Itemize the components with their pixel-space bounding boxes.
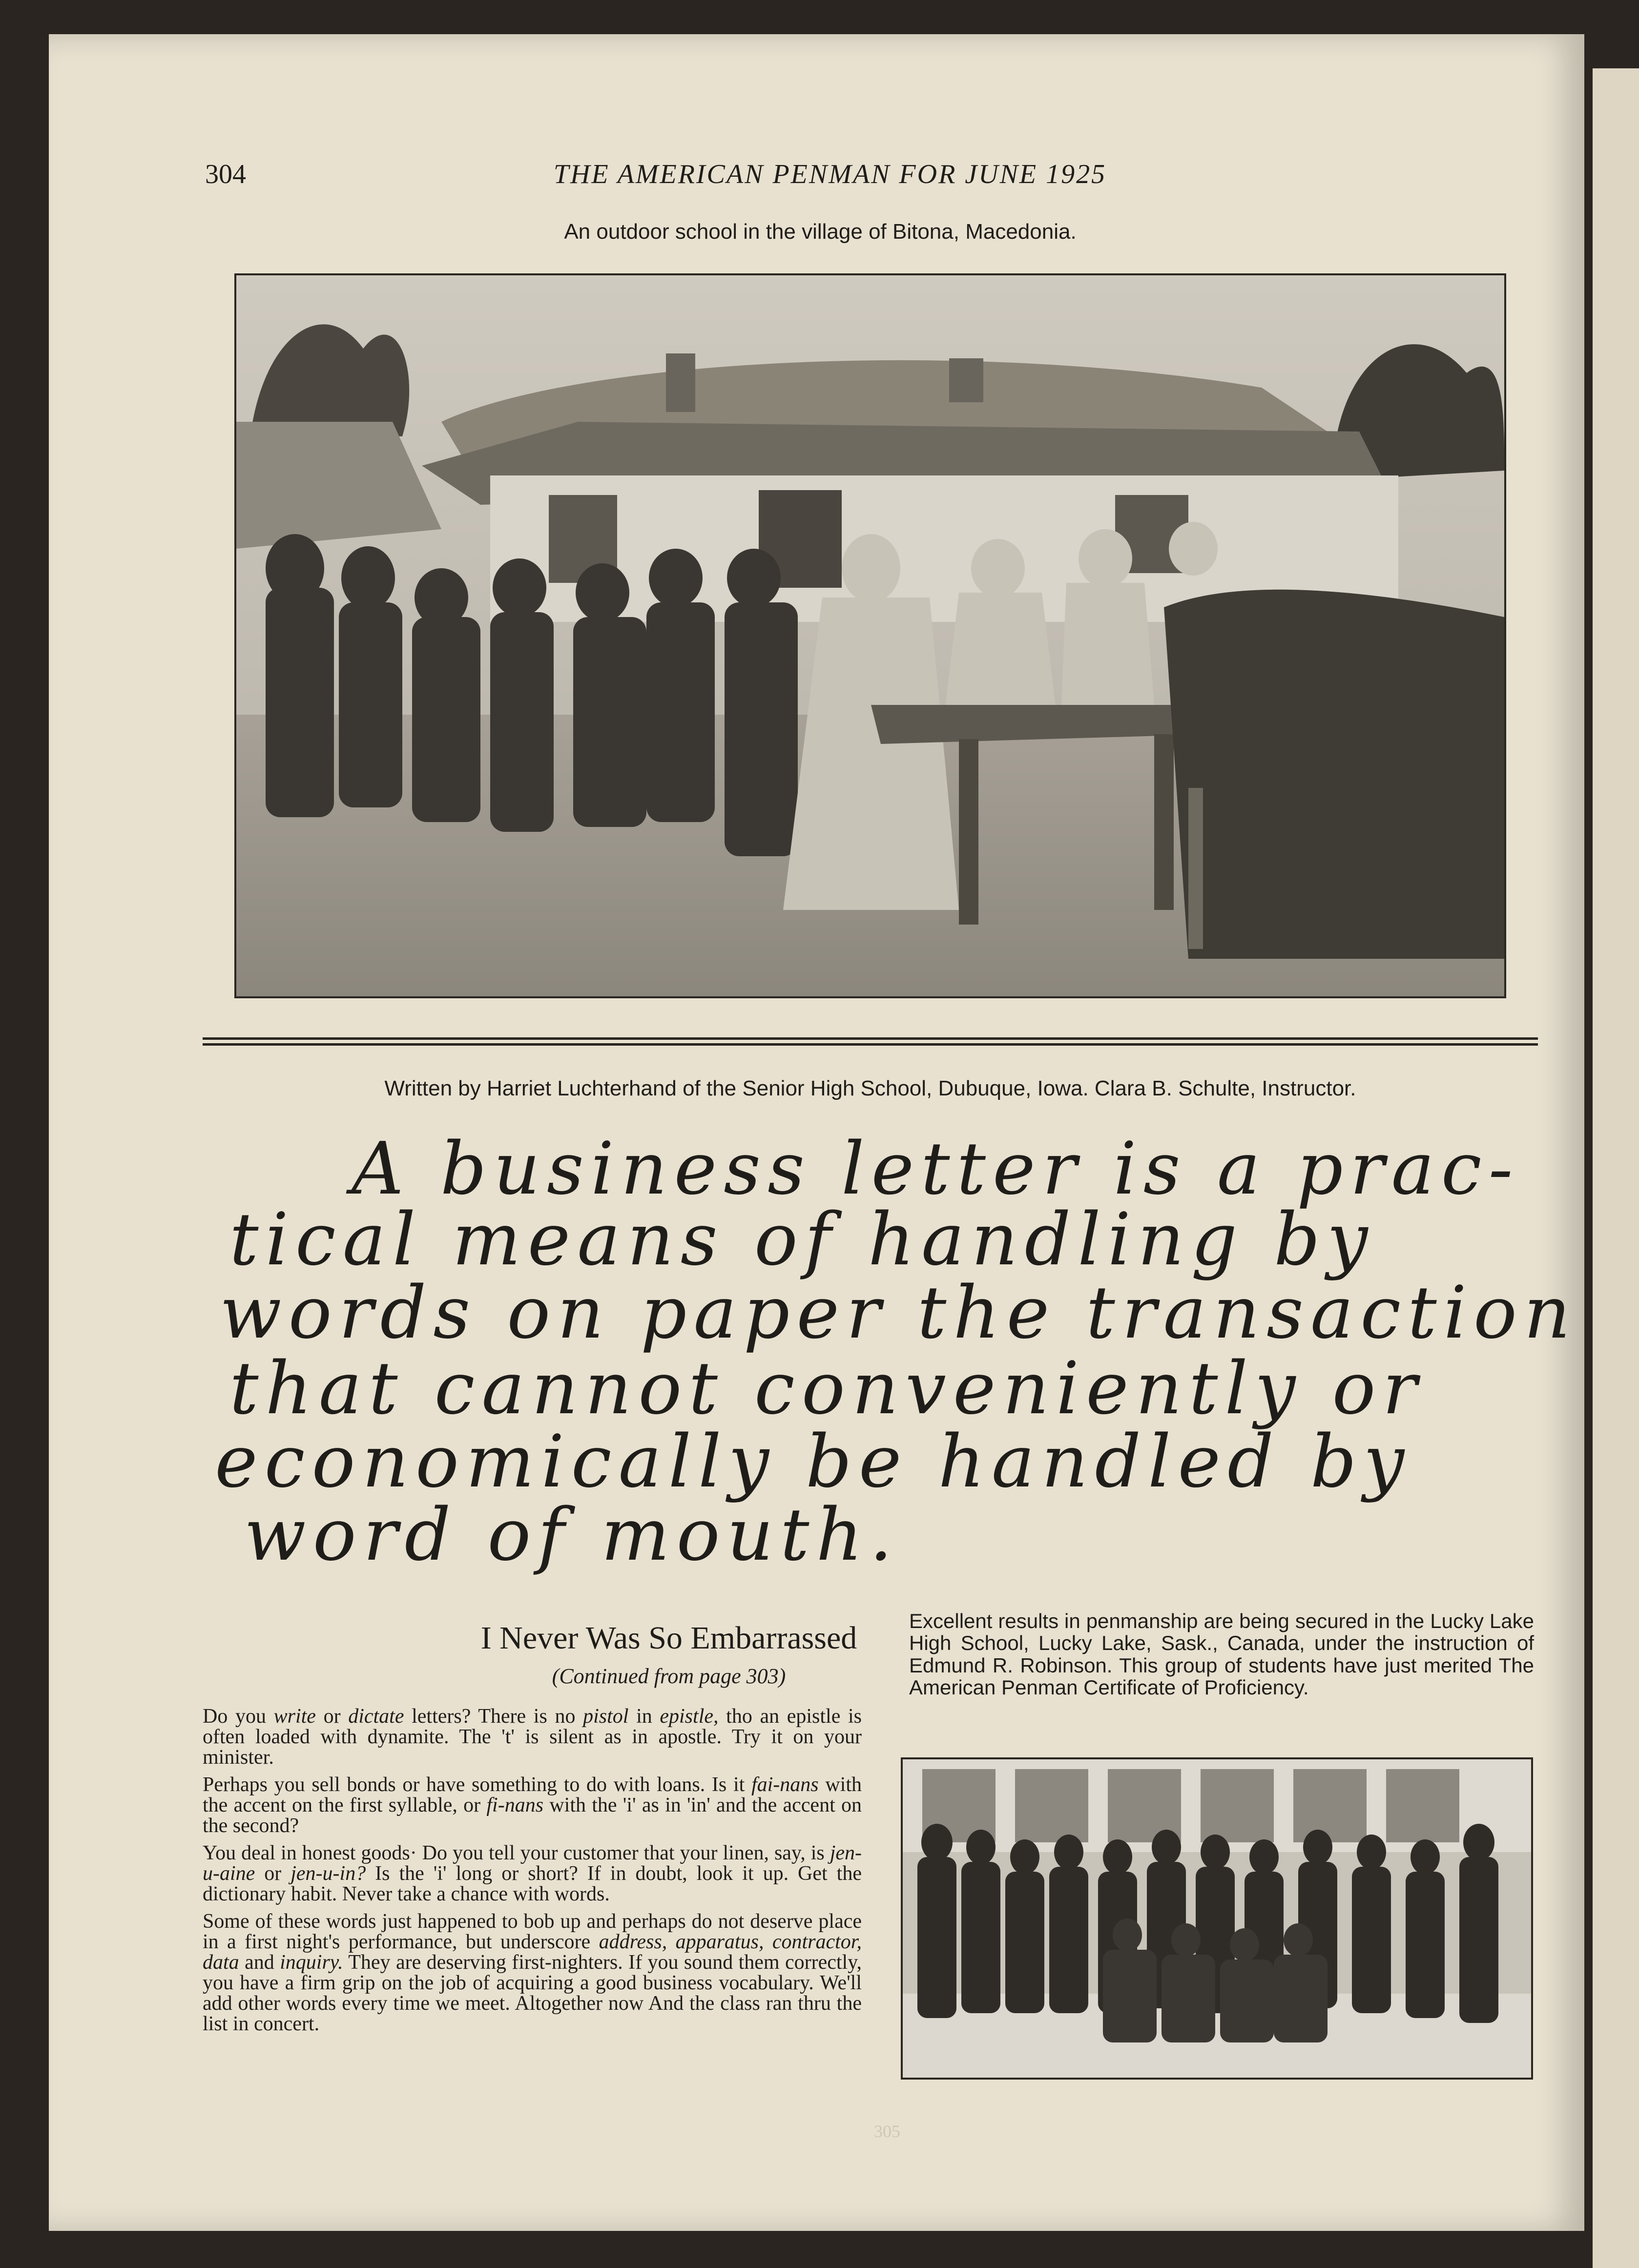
specimen-line-1: A business letter is a prac- bbox=[352, 1127, 1520, 1211]
specimen-line-2: tical means of handling by bbox=[229, 1197, 1375, 1281]
outdoor-school-photo bbox=[234, 273, 1506, 998]
article-subtitle: (Continued from page 303) bbox=[552, 1664, 786, 1688]
specimen-byline: Written by Harriet Luchterhand of the Senior High School, Dubuque, Iowa. Clara B. Schulte, Instructor. bbox=[384, 1076, 1356, 1100]
outdoor-school-illustration bbox=[236, 275, 1504, 996]
specimen-line-4: that cannot conveniently or bbox=[229, 1346, 1424, 1430]
photo-caption-outdoor-school: An outdoor school in the village of Bitona, Macedonia. bbox=[564, 220, 1077, 244]
divider-rule-bottom bbox=[203, 1043, 1538, 1046]
article-body bbox=[203, 1706, 862, 2041]
photo-caption-lucky-lake: Excellent results in penmanship are being secured in the Lucky Lake High School, Lucky Lake, Sask., Canada, under the instruction of Edmund R. Robinson. This group of students have just merited The American Penman Certificate of Proficiency. bbox=[909, 1609, 1534, 1699]
divider-rule-top bbox=[203, 1037, 1538, 1040]
specimen-line-5: economically be handled by bbox=[215, 1420, 1411, 1504]
class-group-photo bbox=[901, 1757, 1533, 2080]
specimen-line-6: word of mouth. bbox=[244, 1493, 899, 1577]
class-group-illustration bbox=[903, 1759, 1531, 2078]
bleed-through-mark: 305 bbox=[874, 2122, 900, 2141]
article-title: I Never Was So Embarrassed bbox=[480, 1620, 857, 1656]
page-header bbox=[156, 159, 1504, 198]
running-title: THE AMERICAN PENMAN FOR JUNE 1925 bbox=[553, 159, 1107, 189]
handwriting-specimen bbox=[205, 1123, 1577, 1577]
article-paragraph: Some of these words just happened to bob up and perhaps do not deserve place in a first night's performance, but underscore address, apparatus, contractor, data and inquiry. They are deserving first-nighters. If you sound them correctly, you have a firm grip on the job of acquiring a good business vocabulary. We'll add other words every time we meet. Altogether now And the class ran thru the list in concert. bbox=[203, 1910, 862, 2035]
specimen-line-3: words on paper the transaction bbox=[220, 1271, 1577, 1355]
article-paragraph: Do you write or dictate letters? There is no pistol in epistle, tho an epistle is often loaded with dynamite. The 't' is silent as in apostle. Try it on your minister. bbox=[203, 1705, 862, 1769]
article-paragraph: You deal in honest goods· Do you tell your customer that your linen, say, is jen-u-aine or jen-u-in? Is the 'i' long or short? If in doubt, look it up. Get the dictionary habit. Never take a chance with words. bbox=[203, 1842, 862, 1905]
page-number: 304 bbox=[205, 159, 246, 189]
article-paragraph: Perhaps you sell bonds or have something to do with loans. Is it fai-nans with the accent on the first syllable, or fi-nans with the 'i' as in 'in' and the accent on the second? bbox=[203, 1773, 862, 1837]
